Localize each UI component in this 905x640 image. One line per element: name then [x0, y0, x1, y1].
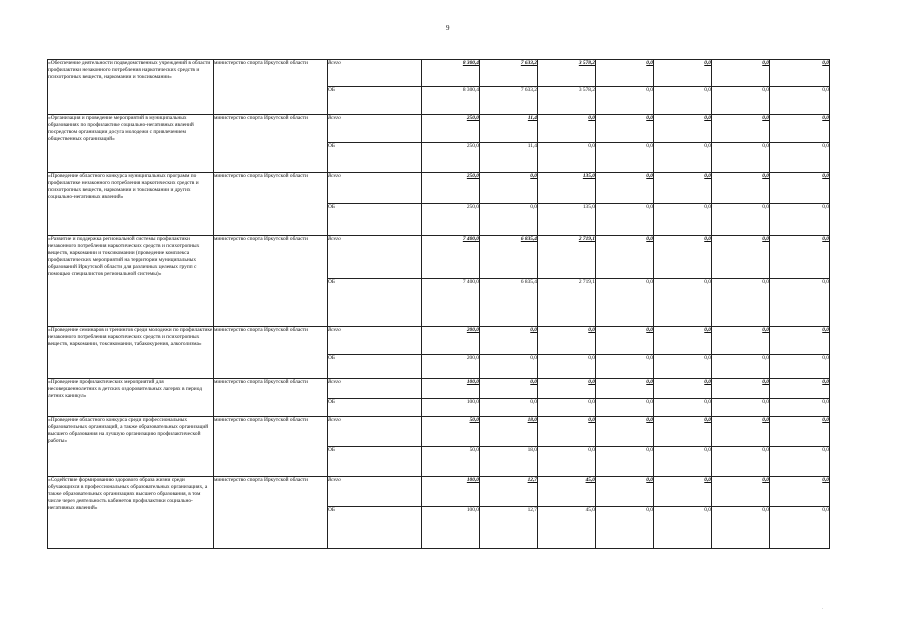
ob-amount-cell: 6 835,4: [480, 279, 538, 327]
funding-source-ob-label: ОБ: [328, 399, 422, 417]
ob-amount-cell: 250,0: [422, 204, 480, 236]
total-amount-cell: 0,0: [770, 379, 830, 399]
ob-amount-cell: 0,0: [596, 87, 654, 115]
total-amount-cell: 0,0: [596, 60, 654, 87]
ob-amount-cell: 0,0: [538, 143, 596, 173]
total-amount-cell: 0,0: [654, 236, 712, 279]
total-amount-cell: 0,0: [538, 417, 596, 447]
ob-amount-cell: 7 633,2: [480, 87, 538, 115]
ob-amount-cell: 0,0: [654, 87, 712, 115]
total-amount-cell: 250,0: [422, 173, 480, 204]
ob-amount-cell: 0,0: [596, 279, 654, 327]
funding-source-ob-label: ОБ: [328, 447, 422, 477]
ob-amount-cell: 0,0: [596, 447, 654, 477]
total-amount-cell: 0,0: [538, 379, 596, 399]
funding-source-total-label: Всего: [328, 173, 422, 204]
ob-amount-cell: 0,0: [596, 507, 654, 549]
ob-amount-cell: 0,0: [654, 355, 712, 379]
total-amount-cell: 6 835,4: [480, 236, 538, 279]
activity-description: «Организация и проведение мероприятий в муниципальных образованиях по профилактике социально-негативных явлений посредством организации досуга молодежи с привлечением общественных организаций»: [48, 115, 214, 173]
activity-total-row: [48, 379, 830, 399]
activity-total-row: [48, 173, 830, 204]
total-amount-cell: 0,0: [596, 115, 654, 143]
ob-amount-cell: 0,0: [654, 507, 712, 549]
funding-source-ob-label: ОБ: [328, 204, 422, 236]
ob-amount-cell: 0,0: [712, 507, 770, 549]
funding-source-ob-label: ОБ: [328, 279, 422, 327]
total-amount-cell: 0,0: [712, 115, 770, 143]
ob-amount-cell: 0,0: [770, 399, 830, 417]
responsible-executor: министерство спорта Иркутской области: [214, 379, 328, 417]
total-amount-cell: 45,0: [538, 477, 596, 507]
activity-total-row: [48, 417, 830, 447]
ob-amount-cell: 0,0: [654, 143, 712, 173]
ob-amount-cell: 0,0: [538, 355, 596, 379]
ob-amount-cell: 250,0: [422, 143, 480, 173]
total-amount-cell: 0,0: [712, 477, 770, 507]
total-amount-cell: 135,0: [538, 173, 596, 204]
total-amount-cell: 0,0: [770, 327, 830, 355]
activity-description: «Проведение областного конкурса муниципальных программ по профилактике незаконного потребления наркотических средств и психотропных веществ, наркомании и токсикомании и других социально-негативных явлений»: [48, 173, 214, 236]
total-amount-cell: 0,0: [596, 236, 654, 279]
ob-amount-cell: 50,0: [422, 447, 480, 477]
total-amount-cell: 0,0: [712, 417, 770, 447]
ob-amount-cell: 0,0: [770, 204, 830, 236]
total-amount-cell: 0,0: [654, 115, 712, 143]
total-amount-cell: 0,0: [712, 379, 770, 399]
ob-amount-cell: 0,0: [654, 279, 712, 327]
ob-amount-cell: 7 400,0: [422, 279, 480, 327]
ob-amount-cell: 0,0: [596, 143, 654, 173]
activity-total-row: [48, 477, 830, 507]
ob-amount-cell: 0,0: [770, 279, 830, 327]
funding-source-total-label: Всего: [328, 60, 422, 87]
ob-amount-cell: 0,0: [770, 87, 830, 115]
total-amount-cell: 2 719,1: [538, 236, 596, 279]
funding-source-total-label: Всего: [328, 477, 422, 507]
responsible-executor: министерство спорта Иркутской области: [214, 327, 328, 379]
activity-description: «Проведение областного конкурса среди профессиональных образовательных организаций, а также образовательных организаций высшего образования на лучшую организацию профилактической работы»: [48, 417, 214, 477]
activity-description: «Проведение профилактических мероприятий для несовершеннолетних в детских оздоровительных лагерях в период летних каникул»: [48, 379, 214, 417]
total-amount-cell: 50,0: [422, 417, 480, 447]
funding-source-ob-label: ОБ: [328, 355, 422, 379]
funding-source-total-label: Всего: [328, 327, 422, 355]
total-amount-cell: 0,0: [538, 327, 596, 355]
responsible-executor: министерство спорта Иркутской области: [214, 417, 328, 477]
total-amount-cell: 0,0: [712, 236, 770, 279]
ob-amount-cell: 0,0: [596, 204, 654, 236]
ob-amount-cell: 8 300,4: [422, 87, 480, 115]
activity-description: «Проведение семинаров и тренингов среди молодежи по профилактике незаконного потребления наркотических средств и психотропных веществ, наркомании, токсикомании, табакокурения, алкоголизма»: [48, 327, 214, 379]
page-number: 9: [446, 24, 450, 32]
total-amount-cell: 200,0: [422, 327, 480, 355]
total-amount-cell: 0,0: [654, 327, 712, 355]
funding-source-ob-label: ОБ: [328, 507, 422, 549]
activity-total-row: [48, 60, 830, 87]
total-amount-cell: 18,0: [480, 417, 538, 447]
total-amount-cell: 100,0: [422, 477, 480, 507]
ob-amount-cell: 11,4: [480, 143, 538, 173]
total-amount-cell: 0,0: [770, 236, 830, 279]
total-amount-cell: 0,0: [480, 379, 538, 399]
ob-amount-cell: 0,0: [654, 204, 712, 236]
responsible-executor: министерство спорта Иркутской области: [214, 115, 328, 173]
ob-amount-cell: 0,0: [480, 355, 538, 379]
ob-amount-cell: 0,0: [712, 399, 770, 417]
ob-amount-cell: 0,0: [654, 447, 712, 477]
ob-amount-cell: 0,0: [596, 355, 654, 379]
total-amount-cell: 0,0: [770, 477, 830, 507]
budget-table: [47, 59, 830, 549]
activity-description: «Обеспечение деятельности подведомственных учреждений в области профилактики незаконного потребления наркотических средств и психотропных веществ, наркомании и токсикомании»: [48, 60, 214, 115]
total-amount-cell: 7 633,2: [480, 60, 538, 87]
funding-source-total-label: Всего: [328, 417, 422, 447]
total-amount-cell: 0,0: [480, 327, 538, 355]
total-amount-cell: 0,0: [770, 417, 830, 447]
ob-amount-cell: 0,0: [480, 204, 538, 236]
total-amount-cell: 0,0: [712, 60, 770, 87]
ob-amount-cell: 0,0: [712, 447, 770, 477]
ob-amount-cell: 100,0: [422, 399, 480, 417]
total-amount-cell: 0,0: [654, 379, 712, 399]
total-amount-cell: 0,0: [596, 477, 654, 507]
total-amount-cell: 0,0: [770, 115, 830, 143]
ob-amount-cell: 0,0: [770, 355, 830, 379]
ob-amount-cell: 0,0: [712, 279, 770, 327]
ob-amount-cell: 0,0: [770, 143, 830, 173]
funding-source-total-label: Всего: [328, 115, 422, 143]
ob-amount-cell: 18,0: [480, 447, 538, 477]
ob-amount-cell: 0,0: [712, 143, 770, 173]
ob-amount-cell: 0,0: [712, 355, 770, 379]
total-amount-cell: 0,0: [654, 417, 712, 447]
ob-amount-cell: 45,0: [538, 507, 596, 549]
total-amount-cell: 8 300,4: [422, 60, 480, 87]
responsible-executor: министерство спорта Иркутской области: [214, 173, 328, 236]
funding-source-ob-label: ОБ: [328, 143, 422, 173]
ob-amount-cell: 200,0: [422, 355, 480, 379]
ob-amount-cell: 0,0: [770, 507, 830, 549]
ob-amount-cell: 135,0: [538, 204, 596, 236]
ob-amount-cell: 0,0: [538, 399, 596, 417]
total-amount-cell: 0,0: [596, 379, 654, 399]
activity-total-row: [48, 236, 830, 279]
total-amount-cell: 0,0: [596, 417, 654, 447]
total-amount-cell: 3 578,2: [538, 60, 596, 87]
total-amount-cell: 7 400,0: [422, 236, 480, 279]
responsible-executor: министерство спорта Иркутской области: [214, 60, 328, 115]
activity-description: «Содействие формированию здорового образа жизни среди обучающихся в профессиональных образовательных организациях, а также образовательных организациях высшего образования, в том числе через деятельность кабинетов профилактики социально-негативных явлений»: [48, 477, 214, 549]
total-amount-cell: 12,7: [480, 477, 538, 507]
funding-source-ob-label: ОБ: [328, 87, 422, 115]
total-amount-cell: 0,0: [712, 327, 770, 355]
activity-total-row: [48, 115, 830, 143]
ob-amount-cell: 2 719,1: [538, 279, 596, 327]
total-amount-cell: 0,0: [596, 173, 654, 204]
total-amount-cell: 0,0: [480, 173, 538, 204]
ob-amount-cell: 12,7: [480, 507, 538, 549]
activity-total-row: [48, 327, 830, 355]
activity-description: «Развитие и поддержка региональной системы профилактики незаконного потребления наркотических средств и психотропных веществ, наркомании и токсикомании (проведение комплекса профилактических мероприятий на территории муниципальных образований Иркутской области для различных целевых групп с помощью специалистов региональной системы)»: [48, 236, 214, 327]
total-amount-cell: 0,0: [770, 60, 830, 87]
total-amount-cell: 0,0: [654, 60, 712, 87]
ob-amount-cell: 0,0: [712, 204, 770, 236]
ob-amount-cell: 0,0: [770, 447, 830, 477]
total-amount-cell: 250,0: [422, 115, 480, 143]
responsible-executor: министерство спорта Иркутской области: [214, 477, 328, 549]
ob-amount-cell: 0,0: [538, 447, 596, 477]
total-amount-cell: 0,0: [596, 327, 654, 355]
total-amount-cell: 11,4: [480, 115, 538, 143]
total-amount-cell: 0,0: [770, 173, 830, 204]
ob-amount-cell: 0,0: [596, 399, 654, 417]
ob-amount-cell: 0,0: [712, 87, 770, 115]
total-amount-cell: 0,0: [654, 173, 712, 204]
funding-source-total-label: Всего: [328, 379, 422, 399]
total-amount-cell: 100,0: [422, 379, 480, 399]
funding-source-total-label: Всего: [328, 236, 422, 279]
ob-amount-cell: 0,0: [654, 399, 712, 417]
total-amount-cell: 0,0: [538, 115, 596, 143]
ob-amount-cell: 0,0: [480, 399, 538, 417]
total-amount-cell: 0,0: [712, 173, 770, 204]
total-amount-cell: 0,0: [654, 477, 712, 507]
responsible-executor: министерство спорта Иркутской области: [214, 236, 328, 327]
ob-amount-cell: 100,0: [422, 507, 480, 549]
scan-speck: .: [822, 606, 824, 611]
ob-amount-cell: 3 578,2: [538, 87, 596, 115]
